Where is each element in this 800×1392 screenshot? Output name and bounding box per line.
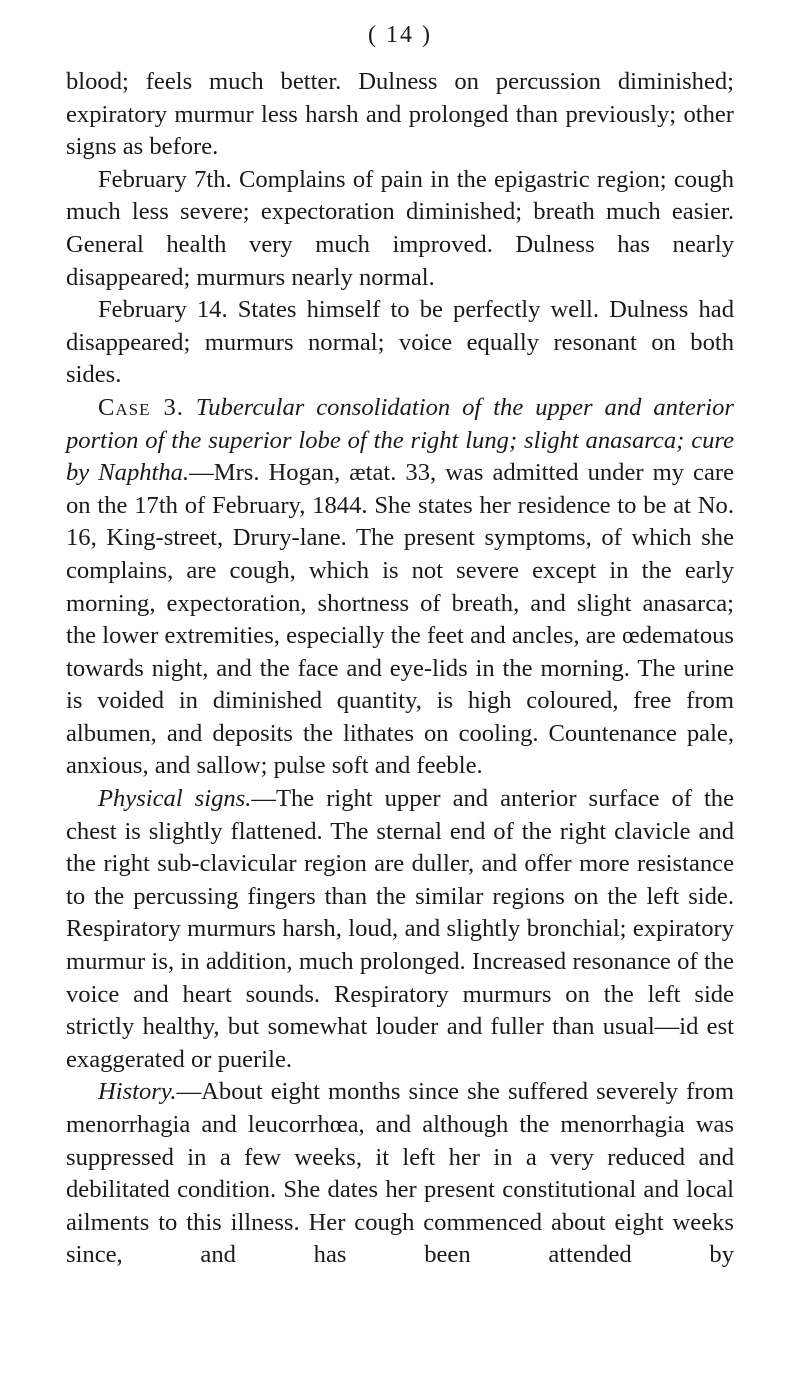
paragraph-case-3: [66, 392, 734, 783]
paragraph-continuation: blood; feels much better. Dulness on percussion diminished; expiratory murmur less harsh and prolonged than previously; other signs as before.: [66, 68, 734, 161]
history-body: —About eight months since she suffered severely from menorrhagia and leucorrhœa, and although the menorrhagia was suppressed in a few weeks, it left her in a very reduced and debilitated condition. She dates her present constitutional and local ailments to this illness. Her cough commenced about eight weeks since, and has been attended by: [66, 1078, 734, 1269]
history-label: History.: [98, 1078, 177, 1106]
case-title: Tubercular consolidation of the upper and anterior portion of the superior lobe of the right lung; slight anasarca; cure by Naphtha.: [66, 393, 735, 487]
case-label: Case 3.: [98, 393, 184, 421]
paragraph-february-7: February 7th. Complains of pain in the epigastric region; cough much less severe; expectoration diminished; breath much easier. General health very much improved. Dulness has nearly disappeared; murmurs nearly normal.: [66, 165, 734, 291]
physical-signs-label: Physical signs.: [98, 785, 252, 813]
case-body: —Mrs. Hogan, ætat. 33, was admitted under my care on the 17th of February, 1844. She states her residence to be at No. 16, King-street, Drury-lane. The present symptoms, of which she complains, are cough, which is not severe except in the early morning, expectoration, shortness of breath, and slight anasarca; the lower extremities, especially the feet and ancles, are œdematous towards night, and the face and eye-lids in the morning. The urine is voided in diminished quantity, is high coloured, free from albumen, and deposits the lithates on cooling. Countenance pale, anxious, and sallow; pulse soft and feeble.: [66, 459, 734, 780]
page-number: ( 14 ): [368, 22, 432, 48]
paragraph-february-14: February 14. States himself to be perfectly well. Dulness had disappeared; murmurs normal; voice equally resonant on both sides.: [66, 296, 734, 389]
paragraph-history: [66, 1076, 734, 1272]
physical-signs-body: —The right upper and anterior surface of the chest is slightly flattened. The sternal end of the right clavicle and the right sub-clavicular region are duller, and offer more resistance to the percussing fingers than the similar regions on the left side. Respiratory murmurs harsh, loud, and slightly bronchial; expiratory murmur is, in addition, much prolonged. Increased resonance of the voice and heart sounds. Respiratory murmurs on the left side strictly healthy, but somewhat louder and fuller than usual—id est exaggerated or puerile.: [66, 785, 734, 1073]
paragraph-physical-signs: [66, 783, 734, 1076]
body-text: [66, 66, 734, 1272]
